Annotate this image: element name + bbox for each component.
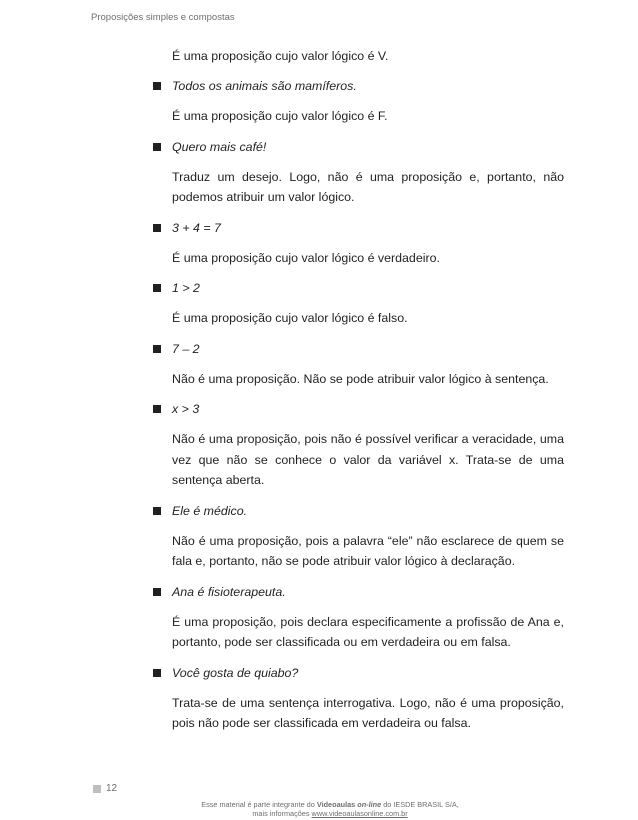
footer-brand-italic: on-line: [357, 800, 382, 809]
footer-text: mais informações: [252, 809, 312, 818]
proposition-text: Ele é médico.: [172, 503, 248, 518]
square-bullet-icon: [153, 669, 161, 677]
proposition-text: Você gosta de quiabo?: [172, 665, 299, 680]
square-bullet-icon: [153, 405, 161, 413]
proposition: [152, 663, 564, 683]
list-item: [152, 663, 564, 734]
first-answer: É uma proposição cujo valor lógico é V.: [172, 49, 389, 63]
explanation: Trata-se de uma sentença interrogativa. Logo, não é uma proposição, pois não pode ser classificada em verdadeira ou falsa.: [172, 695, 564, 730]
square-bullet-icon: [153, 588, 161, 596]
explanation: Não é uma proposição, pois não é possível verificar a veracidade, uma vez que não se conhece o valor da variável x. Trata-se de uma sentença aberta.: [172, 432, 564, 487]
list-item: [152, 137, 564, 208]
square-bullet-icon: [153, 507, 161, 515]
explanation: É uma proposição, pois declara especificamente a profissão de Ana e, portanto, pode ser classificada ou em verdadeira ou em falsa.: [172, 614, 564, 649]
proposition: [152, 501, 564, 521]
proposition: [152, 137, 564, 157]
footer-text: Esse material é parte integrante do: [201, 800, 317, 809]
footer-text: do IESDE BRASIL S/A,: [381, 800, 459, 809]
explanation: É uma proposição cujo valor lógico é verdadeiro.: [172, 250, 440, 265]
footer-link[interactable]: www.videoaulasonline.com.br: [311, 809, 408, 818]
list-item: [152, 76, 564, 127]
proposition-text: 7 – 2: [172, 341, 200, 356]
proposition-text: Todos os animais são mamíferos.: [172, 79, 357, 93]
list-item: [152, 339, 564, 390]
list-item: [152, 501, 564, 572]
explanation: É uma proposição cujo valor lógico é F.: [172, 109, 388, 123]
proposition-text: x > 3: [172, 402, 200, 416]
proposition-text: Quero mais café!: [172, 139, 267, 154]
explanation: Traduz um desejo. Logo, não é uma proposição e, portanto, não podemos atribuir um valor lógico.: [172, 169, 564, 204]
running-header: Proposições simples e compostas: [91, 12, 235, 23]
square-marker-icon: [93, 785, 101, 793]
page-content: [152, 38, 564, 734]
page-number: [93, 783, 117, 794]
square-bullet-icon: [153, 284, 161, 292]
proposition: [152, 76, 564, 96]
proposition-text: Ana é fisioterapeuta.: [172, 584, 286, 599]
list-item: [152, 278, 564, 329]
proposition: [152, 339, 564, 359]
square-bullet-icon: [153, 143, 161, 151]
proposition-text: 1 > 2: [172, 281, 200, 295]
page-number-text: 12: [106, 783, 118, 794]
proposition: [152, 278, 564, 298]
proposition: [152, 582, 564, 602]
explanation: É uma proposição cujo valor lógico é falso.: [172, 311, 408, 325]
proposition-text: 3 + 4 = 7: [172, 220, 221, 235]
proposition: [152, 399, 564, 419]
list-item: [152, 218, 564, 269]
square-bullet-icon: [153, 345, 161, 353]
footer-note: [120, 800, 540, 818]
square-bullet-icon: [153, 224, 161, 232]
list-item: [152, 399, 564, 491]
footer-brand: Videoaulas: [316, 800, 358, 809]
square-bullet-icon: [153, 82, 161, 90]
explanation: Não é uma proposição. Não se pode atribuir valor lógico à sentença.: [172, 371, 549, 386]
explanation: Não é uma proposição, pois a palavra “ele” não esclarece de quem se fala e, portanto, não se pode atribuir valor lógico à declaração.: [172, 533, 564, 568]
list-item: [152, 582, 564, 653]
proposition: [152, 218, 564, 238]
